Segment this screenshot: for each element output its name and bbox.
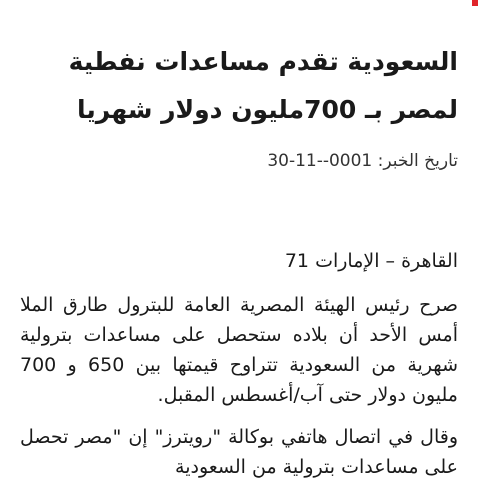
article-lead-location: القاهرة – الإمارات 71: [284, 250, 458, 272]
article-body: [20, 246, 458, 482]
top-accent-bar: [472, 0, 478, 6]
news-article: [20, 0, 458, 494]
date-label: تاريخ الخبر:: [377, 151, 458, 171]
article-paragraph-2: وقال في اتصال هاتفي بوكالة "رويترز" إن "مصر تحصل على مساعدات بترولية من السعودية: [20, 426, 458, 478]
article-headline: السعودية تقدم مساعدات نفطية لمصر بـ 700مليون دولار شهريا: [68, 47, 458, 124]
article-paragraph-1: صرح رئيس الهيئة المصرية العامة للبترول طارق الملا أمس الأحد أن بلاده ستحصل على مساعدات بترولية شهرية من السعودية تتراوح قيمتها بين 650 و 700 مليون دولار حتى آب/أغسطس المقبل.: [20, 294, 458, 406]
article-date: [20, 148, 458, 174]
date-value: 30-11--0001: [267, 151, 373, 171]
